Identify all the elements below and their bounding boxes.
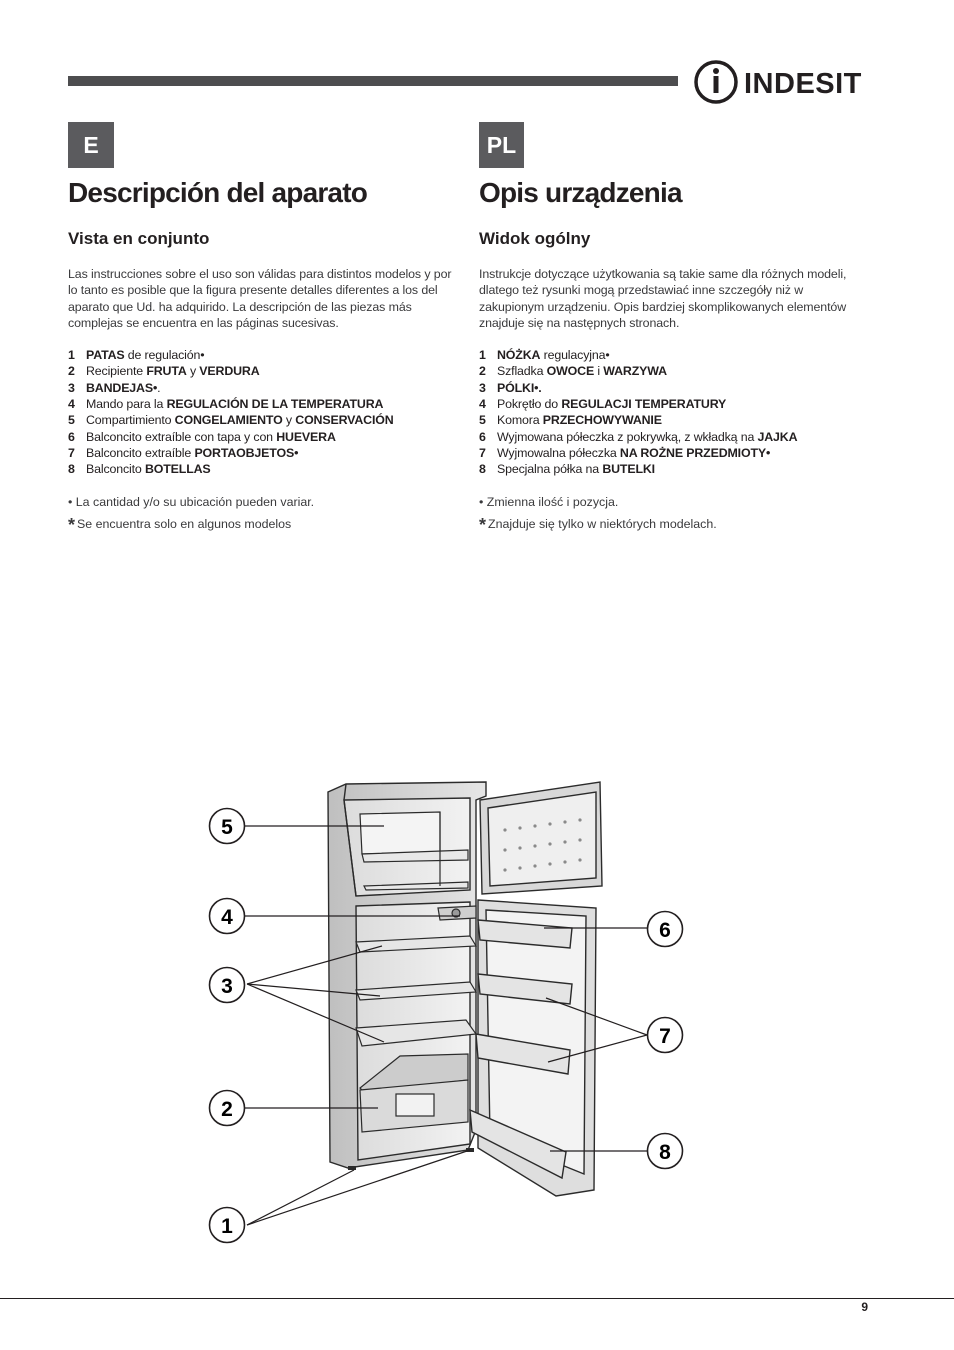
callout-7: [648, 1018, 683, 1053]
fridge-illustration: [0, 770, 954, 1280]
svg-text:1: 1: [221, 1215, 233, 1238]
footer-rule: [0, 1298, 954, 1299]
list-item: 7 Wyjmowalna półeczka NA ROŻNE PRZEDMIOTY•: [479, 445, 771, 460]
list-item: 4 Mando para la REGULACIÓN DE LA TEMPERATURA: [68, 397, 384, 412]
svg-text:2: 2: [221, 1098, 233, 1121]
freezer-door: [480, 782, 602, 894]
callout-6: [648, 912, 683, 947]
parts-list-es: [68, 347, 460, 477]
callout-4: [210, 899, 245, 934]
fridge-diagram: [0, 770, 954, 1280]
callout-3: [210, 968, 245, 1003]
svg-text:8: 8: [659, 1141, 671, 1164]
intro-pl: Instrukcje dotyczące użytkowania są takie same dla różnych modeli, dlatego też rysunki mogą przedstawiać inne szczegóły niż w zakupionym urządzeniu. Opis bardziej skomplikowanych elementów znajduje się na następnych stronach.: [479, 267, 847, 330]
indesit-logo-icon: [694, 58, 874, 106]
page-title-pl: Opis urządzenia: [479, 177, 682, 208]
note-variable-pl: • Zmienna ilość i pozycja.: [479, 494, 619, 509]
page-number: 9: [861, 1300, 868, 1314]
list-item: 2 Recipiente FRUTA y VERDURA: [68, 364, 260, 379]
list-item: 3 PÓLKI•.: [479, 380, 542, 395]
svg-text:3: 3: [221, 975, 233, 998]
list-item: 4 Pokrętło do REGULACJI TEMPERATURY: [479, 397, 727, 412]
list-item: 8 Specjalna półka na BUTELKI: [479, 462, 655, 477]
svg-text:7: 7: [659, 1025, 671, 1048]
subtitle-es: Vista en conjunto: [68, 229, 210, 248]
lang-badge-es: E: [68, 122, 114, 168]
list-item: 2 Szfladka OWOCE i WARZYWA: [479, 364, 667, 379]
callout-2: [210, 1091, 245, 1126]
parts-list-pl: [479, 347, 871, 477]
list-item: 5 Compartimiento CONGELAMIENTO y CONSERVACIÓN: [68, 413, 394, 428]
section-pl: [479, 176, 871, 535]
note-variable-es: • La cantidad y/o su ubicación pueden variar.: [68, 494, 315, 509]
list-item: 5 Komora PRZECHOWYWANIE: [479, 413, 662, 428]
callout-1: [210, 1208, 245, 1243]
thermostat-knob: [438, 906, 476, 920]
indesit-logo: [694, 58, 874, 106]
list-item: 3 BANDEJAS•.: [68, 380, 161, 395]
callout-5: [210, 809, 245, 844]
list-item: 6 Balconcito extraíble con tapa y con HUEVERA: [68, 429, 336, 444]
lang-badge-pl: PL: [479, 122, 524, 168]
svg-text:6: 6: [659, 919, 671, 942]
svg-text:5: 5: [221, 816, 233, 839]
list-item: 8 Balconcito BOTELLAS: [68, 462, 211, 477]
svg-text:4: 4: [221, 906, 233, 929]
header-rule: [68, 76, 678, 86]
callout-8: [648, 1134, 683, 1169]
asterisk: *: [68, 514, 76, 535]
list-item: 1 NÓŻKA regulacyjna•: [479, 348, 610, 363]
list-item: 1 PATAS de regulación•: [68, 348, 205, 363]
subtitle-pl: Widok ogólny: [479, 229, 591, 248]
list-item: 6 Wyjmowana półeczka z pokrywką, z wkładką na JAJKA: [479, 429, 798, 444]
section-es: [68, 176, 460, 535]
page-title-es: Descripción del aparato: [68, 177, 368, 208]
note-models-es: * Se encuentra solo en algunos modelos: [68, 514, 292, 535]
list-item: 7 Balconcito extraíble PORTAOBJETOS•: [68, 445, 299, 460]
note-models-pl: * Znajduje się tylko w niektórych modelach.: [479, 514, 717, 535]
logo-text: INDESIT: [744, 68, 862, 100]
intro-es: Las instrucciones sobre el uso son válidas para distintos modelos y por lo tanto es posible que la figura presente detalles diferentes a los del aparato que Ud. ha adquirido. La descripción de las piezas más complejas se encuentra en las páginas sucesivas.: [68, 267, 452, 330]
asterisk: *: [479, 514, 487, 535]
